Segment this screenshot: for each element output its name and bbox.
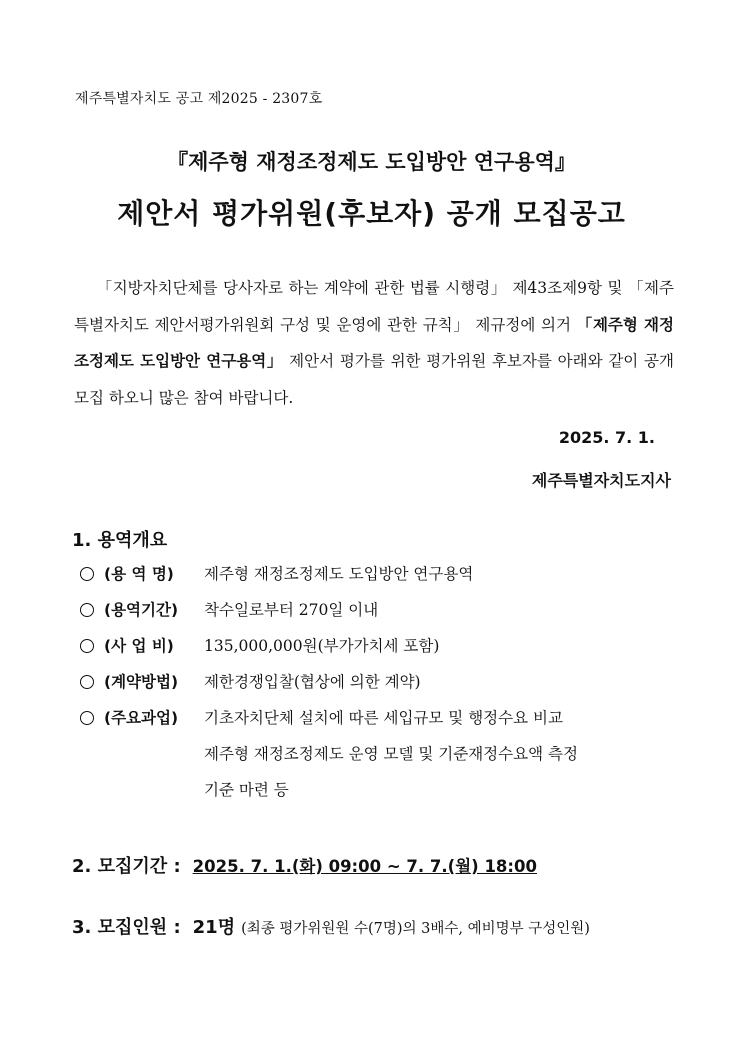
section-overview-heading: 1. 용역개요 [72, 530, 168, 551]
main-tasks-continuation: 기준 마련 등 [204, 781, 289, 799]
item-label: (계약방법) [104, 673, 179, 691]
recruit-period-value: 2025. 7. 1.(화) 09:00 ~ 7. 7.(월) 18:00 [192, 857, 537, 876]
intro-project-name: 「제주형 재정조정제도 도입방안 연구용역」 [74, 315, 674, 370]
section-recruit-period [72, 852, 537, 878]
intro-text-2: 제안서 평가를 위한 평가위원 후보자를 아래와 같이 공개모집 하오니 많은 참여 바랍니다. [74, 352, 674, 407]
item-value: 제한경쟁입찰(협상에 의한 계약) [204, 673, 421, 691]
page-title: 제안서 평가위원(후보자) 공개 모집공고 [117, 197, 626, 230]
overview-item-name [80, 562, 680, 598]
section-recruit-count [72, 913, 590, 939]
overview-list [80, 562, 680, 814]
item-value: 135,000,000원(부가가치세 포함) [204, 637, 440, 655]
overview-item-period [80, 598, 680, 634]
section-heading: 2. 모집기간 : [72, 856, 181, 877]
main-tasks-continuation: 제주형 재정조정제도 운영 모델 및 기준재정수요액 측정 [204, 745, 578, 763]
item-value: 착수일로부터 270일 이내 [204, 601, 379, 619]
intro-paragraph [74, 270, 674, 416]
item-label: (사 업 비) [104, 637, 174, 655]
circle-bullet-icon [80, 675, 94, 689]
notice-number: 제주특별자치도 공고 제2025 - 2307호 [75, 91, 323, 107]
overview-item-contract-method [80, 670, 680, 706]
recruit-count-value: 21명 [192, 917, 236, 938]
project-title: 『제주형 재정조정제도 도입방안 연구용역』 [167, 150, 576, 174]
overview-item-budget [80, 634, 680, 670]
item-value: 기초자치단체 설치에 따른 세입규모 및 행정수요 비교 [204, 709, 563, 727]
circle-bullet-icon [80, 603, 94, 617]
item-label: (용역기간) [104, 601, 179, 619]
notice-date: 2025. 7. 1. [558, 428, 655, 447]
item-value: 제주형 재정조정제도 도입방안 연구용역 [204, 565, 474, 583]
item-label: (용 역 명) [104, 565, 174, 583]
circle-bullet-icon [80, 711, 94, 725]
overview-item-main-tasks [80, 706, 680, 742]
item-label: (주요과업) [104, 709, 179, 727]
sender-name: 제주특별자치도지사 [531, 471, 671, 490]
intro-text-1: 「지방자치단체를 당사자로 하는 계약에 관한 법률 시행령」 제43조제9항 및 「제주특별자치도 제안서평가위원회 구성 및 운영에 관한 규칙」 제규정에 의거 [74, 279, 674, 334]
section-heading: 3. 모집인원 : [72, 917, 181, 938]
circle-bullet-icon [80, 567, 94, 581]
recruit-count-note: (최종 평가위원원 수(7명)의 3배수, 예비명부 구성인원) [241, 921, 590, 937]
circle-bullet-icon [80, 639, 94, 653]
